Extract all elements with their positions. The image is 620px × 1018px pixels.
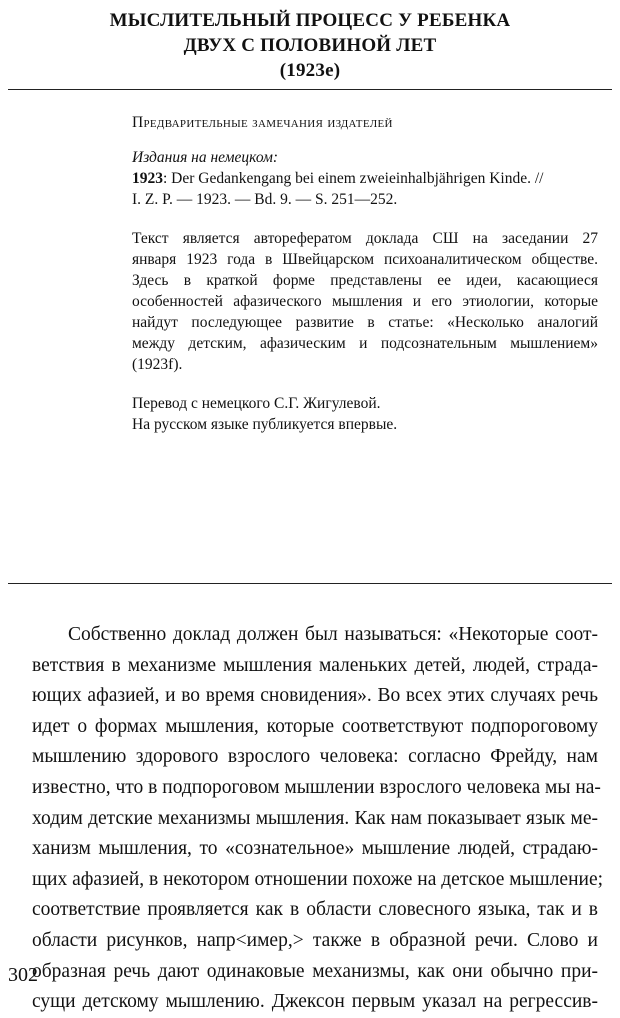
- notes-heading: Предварительные замечания издателей: [132, 114, 393, 131]
- body-line: мышлению здорового взрослого человека: согласно Фрейду, нам: [32, 746, 598, 768]
- summary-line: января 1923 года в Швейцарском психоаналитическом обществе.: [132, 251, 598, 268]
- body-line: соответствие проявляется как в области словесного языка, так и в: [32, 899, 598, 921]
- title-line-1: МЫСЛИТЕЛЬНЫЙ ПРОЦЕСС У РЕБЕНКА: [109, 10, 511, 31]
- summary-paragraph: [132, 228, 598, 375]
- summary-line: между детским, афазическим и подсознательным мышлением»: [132, 335, 598, 352]
- body-line: ханизм мышления, то «сознательное» мышление людей, страдаю-: [32, 838, 598, 860]
- editor-notes: [132, 112, 598, 435]
- translation-note: Перевод с немецкого С.Г. Жигулевой.: [132, 395, 381, 412]
- editions-label: Издания на немецком:: [132, 149, 279, 166]
- bottom-divider: [8, 583, 612, 584]
- body-line: ветствия в механизме мышления маленьких детей, людей, страда-: [32, 654, 598, 676]
- edition-title: : Der Gedankengang bei einem zweieinhalbjährigen Kinde. //: [163, 170, 544, 187]
- summary-line: особенностей афазического мышления и его этиологии, которые: [132, 293, 598, 310]
- summary-line: Текст является авторефератом доклада СШ на заседании 27: [132, 230, 598, 247]
- edition-year: 1923: [132, 170, 163, 187]
- body-line: ходим детские механизмы мышления. Как нам показывает язык ме-: [32, 807, 598, 829]
- body-line: ющих афазией, и во время сновидения». Во всех этих случаях речь: [32, 685, 598, 707]
- summary-line: найдут последующее развитие в статье: «Несколько аналогий: [132, 314, 598, 331]
- body-line: области рисунков, напр<имер,> также в образной речи. Слово и: [32, 929, 598, 951]
- summary-line: Здесь в краткой форме представлены ее идеи, касающиеся: [132, 272, 598, 289]
- edition-citation-line-1: [132, 168, 598, 189]
- body-line: Собственно доклад должен был называться: «Некоторые соот-: [68, 624, 598, 645]
- publication-note: На русском языке публикуется впервые.: [132, 416, 398, 433]
- editions-block: [132, 147, 598, 210]
- body-line: образная речь дают одинаковые механизмы, как они обычно при-: [32, 960, 598, 982]
- main-text: [32, 620, 604, 1018]
- body-line: сущи детскому мышлению. Джексон первым указал на регрессив-: [32, 991, 598, 1013]
- body-line: щих афазией, в некотором отношении похоже на детское мышление;: [32, 868, 604, 890]
- chapter-title: [0, 8, 620, 83]
- edition-citation-line-2: I. Z. P. — 1923. — Bd. 9. — S. 251—252.: [132, 191, 398, 208]
- title-line-2: ДВУХ С ПОЛОВИНОЙ ЛЕТ: [183, 35, 437, 56]
- title-line-3: (1923е): [279, 60, 341, 81]
- page-number: 302: [8, 964, 38, 986]
- top-divider: [8, 89, 612, 90]
- body-line: идет о формах мышления, которые соответствуют подпороговому: [32, 715, 598, 737]
- summary-line: (1923f).: [132, 356, 183, 373]
- body-line: известно, что в подпороговом мышлении взрослого человека мы на-: [32, 776, 601, 798]
